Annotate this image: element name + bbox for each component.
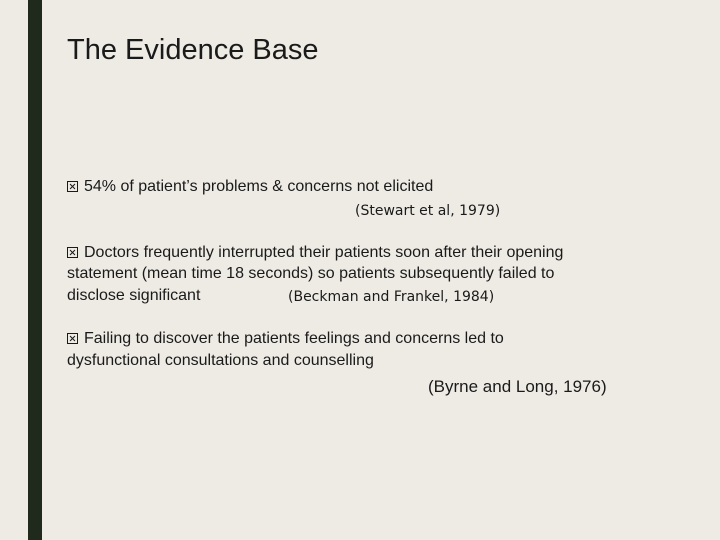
bullet-3-line-2: dysfunctional consultations and counselling [67,352,374,369]
bullet-2-text-1: Doctors frequently interrupted their patients soon after their opening [84,244,564,261]
slide-title: The Evidence Base [67,34,319,66]
bullet-3-text-1: Failing to discover the patients feelings and concerns led to [84,330,504,347]
bullet-2-line-3: disclose significant [67,287,201,304]
bullet-2-citation: (Beckman and Frankel, 1984) [288,289,495,305]
checkbox-bullet-icon [67,333,78,344]
bullet-1-citation: (Stewart et al, 1979) [355,203,501,219]
bullet-3-citation: (Byrne and Long, 1976) [428,377,607,396]
slide-accent-bar [28,0,42,540]
checkbox-bullet-icon [67,247,78,258]
bullet-2-line-2: statement (mean time 18 seconds) so patients subsequently failed to [67,265,555,282]
bullet-3-line-1 [67,328,504,350]
checkbox-bullet-icon [67,181,78,192]
bullet-1-line-1 [67,176,433,198]
bullet-2-line-1 [67,242,563,264]
bullet-1-text: 54% of patient’s problems & concerns not elicited [84,178,434,195]
